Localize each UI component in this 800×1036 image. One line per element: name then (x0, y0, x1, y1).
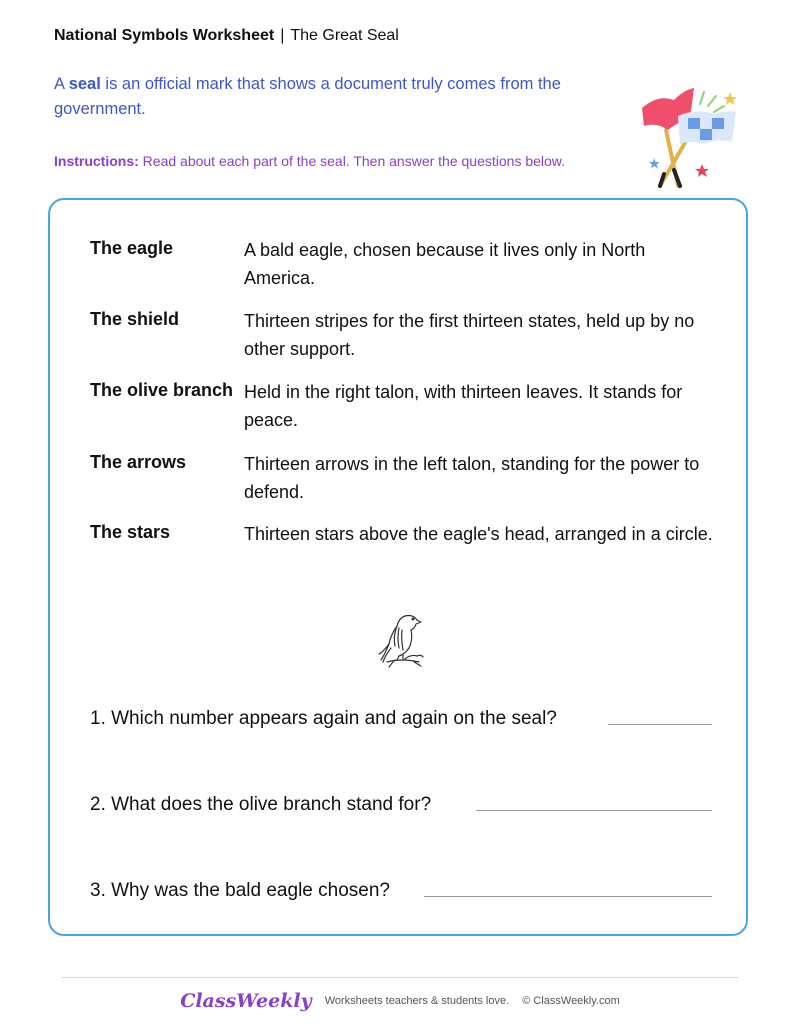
instructions-text: Read about each part of the seal. Then answer the questions below. (142, 153, 566, 169)
worksheet-title: National Symbols Worksheet (54, 27, 275, 44)
part-description: Held in the right talon, with thirteen leaves. It stands for peace. (244, 382, 683, 430)
header-separator: | (280, 27, 285, 44)
flags-icon (628, 78, 746, 196)
footer-divider (62, 977, 738, 978)
intro-text (54, 72, 614, 122)
seal-parts-card (48, 198, 748, 936)
worksheet-header (54, 27, 399, 45)
part-term: The arrows (90, 452, 187, 472)
part-term: The eagle (90, 238, 174, 258)
part-term: The stars (90, 522, 171, 542)
instructions (54, 150, 574, 172)
answer-line-1[interactable] (608, 724, 712, 725)
question-3: 3. Why was the bald eagle chosen? (90, 880, 390, 901)
part-term: The shield (90, 309, 180, 329)
footer-tagline: Worksheets teachers & students love. (324, 995, 510, 1007)
worksheet-subtitle: The Great Seal (290, 27, 399, 44)
question-2: 2. What does the olive branch stand for? (90, 794, 432, 815)
intro-keyword: seal (68, 75, 101, 93)
answer-line-3[interactable] (424, 896, 712, 897)
part-description: Thirteen stripes for the first thirteen states, held up by no other support. (244, 311, 695, 359)
instructions-label: Instructions: (54, 153, 139, 169)
part-description: Thirteen arrows in the left talon, standing for the power to defend. (244, 454, 700, 502)
footer-copyright: © ClassWeekly.com (522, 995, 620, 1007)
part-description: Thirteen stars above the eagle's head, arranged in a circle. (244, 524, 713, 544)
part-description: A bald eagle, chosen because it lives only in North America. (244, 240, 646, 288)
part-term: The olive branch (90, 380, 234, 400)
footer (0, 990, 800, 1012)
intro-rest: is an official mark that shows a document truly comes from the government. (54, 75, 561, 118)
answer-line-2[interactable] (476, 810, 712, 811)
intro-lead: A (54, 75, 65, 93)
eagle-icon (375, 610, 427, 668)
classweekly-logo[interactable]: ClassWeekly (180, 990, 312, 1012)
question-1: 1. Which number appears again and again on the seal? (90, 708, 557, 729)
